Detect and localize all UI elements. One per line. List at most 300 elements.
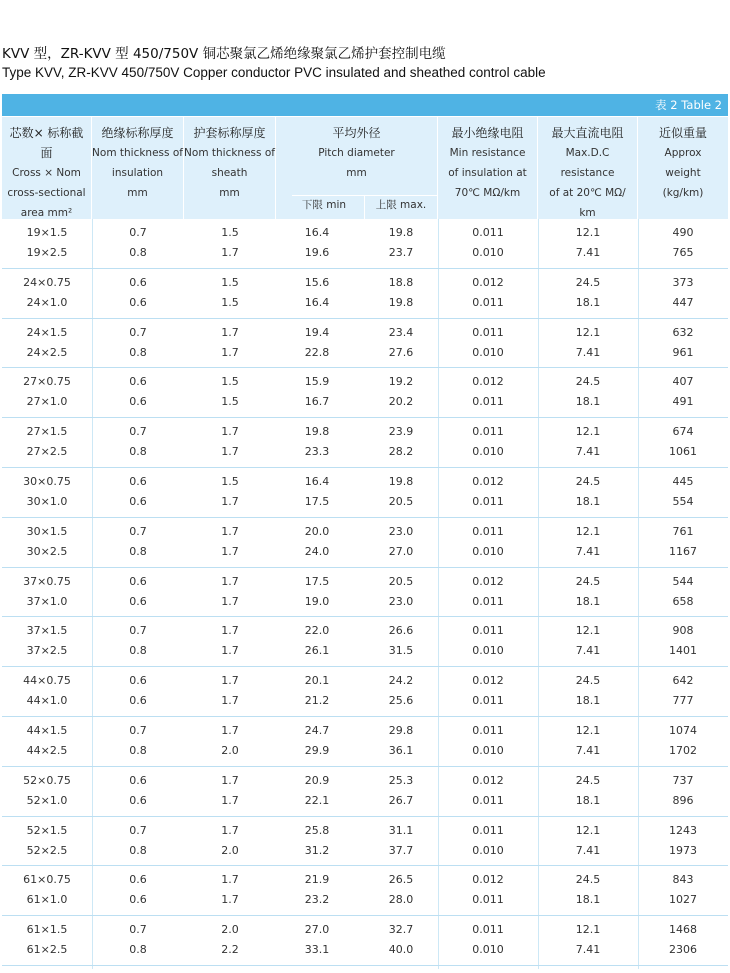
table-cell: 843 xyxy=(672,873,694,887)
table-cell: 0.010 xyxy=(472,345,504,359)
table-cell: 2306 xyxy=(669,943,697,957)
table-row xyxy=(2,842,728,862)
table-cell: 24×1.5 xyxy=(26,325,68,339)
table-cell: 0.011 xyxy=(472,594,504,608)
table-cell: 61×2.5 xyxy=(26,943,68,957)
row-group xyxy=(2,817,728,867)
table-cell: 27.6 xyxy=(388,345,414,359)
table-cell: 18.1 xyxy=(575,594,601,608)
table-cell: 490 xyxy=(672,226,694,239)
table-cell: 12.1 xyxy=(575,325,601,339)
table-cell: 24×2.5 xyxy=(26,345,68,359)
table-row xyxy=(2,722,728,742)
table-cell: 20.5 xyxy=(388,574,414,588)
table-cell: 1167 xyxy=(669,544,697,558)
table-cell: 16.4 xyxy=(304,295,330,309)
table-cell: 0.010 xyxy=(472,445,504,459)
row-group xyxy=(2,667,728,717)
header-en: mm xyxy=(219,187,240,199)
row-group xyxy=(2,319,728,369)
table-cell: 22.8 xyxy=(304,345,330,359)
row-group xyxy=(2,568,728,618)
table-cell: 16.4 xyxy=(304,226,330,239)
table-cell: 1.7 xyxy=(221,773,239,787)
table-row xyxy=(2,324,728,344)
header-en: of at 20℃ MΩ/ xyxy=(549,187,626,199)
table-cell: 19.8 xyxy=(388,474,414,488)
table-cell: 0.011 xyxy=(472,793,504,807)
table-cell: 24.5 xyxy=(575,375,601,389)
table-cell: 1.7 xyxy=(221,694,239,708)
header-cores-section xyxy=(2,117,92,219)
table-cell: 12.1 xyxy=(575,823,601,837)
header-en: area mm² xyxy=(20,207,73,219)
table-cell: 18.1 xyxy=(575,694,601,708)
table-cell: 1061 xyxy=(669,445,697,459)
table-cell: 52×1.0 xyxy=(26,793,68,807)
table-cell: 24.2 xyxy=(388,674,414,688)
table-cell: 27×2.5 xyxy=(26,445,68,459)
table-cell: 961 xyxy=(672,345,694,359)
table-cell: 21.2 xyxy=(304,694,330,708)
table-cell: 19.8 xyxy=(388,226,414,239)
table-cell: 20.9 xyxy=(304,773,330,787)
table-cell: 33.1 xyxy=(304,943,330,957)
table-cell: 1.7 xyxy=(221,674,239,688)
table-cell: 1.7 xyxy=(221,723,239,737)
table-cell: 0.6 xyxy=(129,893,147,907)
table-cell: 24.5 xyxy=(575,674,601,688)
table-cell: 0.010 xyxy=(472,644,504,658)
header-en: mm xyxy=(127,187,148,199)
table-cell: 1.7 xyxy=(221,574,239,588)
table-caption-bar xyxy=(2,94,728,116)
table-cell: 20.0 xyxy=(304,524,330,538)
table-cell: 37×0.75 xyxy=(23,574,71,588)
table-cell: 23.7 xyxy=(388,246,414,259)
header-max: 上限 max. xyxy=(375,199,427,211)
table-cell: 0.7 xyxy=(129,624,147,638)
table-cell: 0.012 xyxy=(472,275,504,289)
table-cell: 642 xyxy=(672,674,694,688)
table-cell: 1468 xyxy=(669,923,697,937)
table-cell: 29.9 xyxy=(304,743,330,757)
table-row xyxy=(2,393,728,413)
table-cell: 0.011 xyxy=(472,694,504,708)
table-cell: 0.011 xyxy=(472,325,504,339)
header-en: weight xyxy=(665,167,701,179)
table-cell: 21.9 xyxy=(304,873,330,887)
table-row xyxy=(2,344,728,364)
table-cell: 1.5 xyxy=(221,375,239,389)
table-cell: 2.0 xyxy=(221,743,239,757)
table-cell: 17.5 xyxy=(304,494,330,508)
table-cell: 32.7 xyxy=(388,923,414,937)
row-group xyxy=(2,866,728,916)
table-cell: 19.0 xyxy=(304,594,330,608)
table-row xyxy=(2,244,728,264)
table-cell: 23.9 xyxy=(388,425,414,439)
table-cell: 0.6 xyxy=(129,873,147,887)
table-cell: 0.6 xyxy=(129,275,147,289)
table-row xyxy=(2,373,728,393)
table-row xyxy=(2,593,728,613)
table-cell: 12.1 xyxy=(575,425,601,439)
table-cell: 407 xyxy=(672,375,694,389)
table-cell: 0.6 xyxy=(129,773,147,787)
table-cell: 0.010 xyxy=(472,544,504,558)
table-cell: 2.0 xyxy=(221,923,239,937)
table-cell: 52×2.5 xyxy=(26,843,68,857)
header-cn: 最大直流电阻 xyxy=(551,126,624,140)
table-row xyxy=(2,473,728,493)
table-cell: 0.8 xyxy=(129,644,147,658)
table-cell: 37×1.0 xyxy=(26,594,68,608)
table-cell: 0.8 xyxy=(129,544,147,558)
table-cell: 0.8 xyxy=(129,743,147,757)
table-cell: 12.1 xyxy=(575,723,601,737)
row-group xyxy=(2,368,728,418)
table-cell: 37.7 xyxy=(388,843,414,857)
table-row xyxy=(2,543,728,563)
table-cell: 1.7 xyxy=(221,325,239,339)
header-en: mm xyxy=(346,167,367,179)
table-cell: 0.011 xyxy=(472,893,504,907)
table-cell: 1.7 xyxy=(221,594,239,608)
header-en: of insulation at xyxy=(448,167,527,179)
header-en: Cross × Nom xyxy=(12,167,81,179)
table-cell: 0.7 xyxy=(129,923,147,937)
table-cell: 447 xyxy=(672,295,694,309)
table-cell: 18.1 xyxy=(575,295,601,309)
table-row xyxy=(2,224,728,244)
table-cell: 23.0 xyxy=(388,594,414,608)
row-group xyxy=(2,518,728,568)
header-en: sheath xyxy=(211,167,248,179)
table-cell: 1.5 xyxy=(221,226,239,239)
table-cell: 22.0 xyxy=(304,624,330,638)
table-cell: 1.7 xyxy=(221,624,239,638)
table-cell: 0.6 xyxy=(129,594,147,608)
table-cell: 22.1 xyxy=(304,793,330,807)
table-row xyxy=(2,573,728,593)
table-cell: 0.010 xyxy=(472,743,504,757)
header-weight xyxy=(638,117,728,219)
table-cell: 44×1.5 xyxy=(26,723,68,737)
table-cell: 0.7 xyxy=(129,723,147,737)
table-cell: 7.41 xyxy=(575,843,601,857)
table-cell: 26.5 xyxy=(388,873,414,887)
table-cell: 0.6 xyxy=(129,295,147,309)
table-row xyxy=(2,891,728,911)
table-cell: 1.7 xyxy=(221,893,239,907)
table-cell: 2.0 xyxy=(221,843,239,857)
table-cell: 0.6 xyxy=(129,694,147,708)
table-cell: 1.5 xyxy=(221,474,239,488)
table-cell: 0.6 xyxy=(129,574,147,588)
table-cell: 31.1 xyxy=(388,823,414,837)
header-en: Nom thickness of xyxy=(184,147,275,159)
table-row xyxy=(2,871,728,891)
header-en: Approx xyxy=(664,147,702,159)
table-cell: 0.011 xyxy=(472,425,504,439)
table-row xyxy=(2,493,728,513)
table-cell: 1973 xyxy=(669,843,697,857)
header-en: Pitch diameter xyxy=(318,147,395,159)
title-chinese: KVV 型，ZR-KVV 型 450/750V 铜芯聚氯乙烯绝缘聚氯乙烯护套控制电缆 xyxy=(2,46,446,62)
table-cell: 37×1.5 xyxy=(26,624,68,638)
table-cell: 0.6 xyxy=(129,494,147,508)
table-cell: 0.011 xyxy=(472,395,504,409)
table-cell: 0.6 xyxy=(129,793,147,807)
table-cell: 0.011 xyxy=(472,494,504,508)
table-cell: 44×1.0 xyxy=(26,694,68,708)
table-cell: 24.5 xyxy=(575,574,601,588)
table-cell: 0.011 xyxy=(472,624,504,638)
header-cn: 绝缘标称厚度 xyxy=(101,126,174,140)
table-cell: 765 xyxy=(672,246,694,259)
table-cell: 445 xyxy=(672,474,694,488)
table-cell: 0.012 xyxy=(472,873,504,887)
table-cell: 544 xyxy=(672,574,694,588)
table-cell: 1.7 xyxy=(221,425,239,439)
table-cell: 19×1.5 xyxy=(26,226,68,239)
table-cell: 0.011 xyxy=(472,226,504,239)
table-cell: 0.6 xyxy=(129,674,147,688)
table-cell: 30×0.75 xyxy=(23,474,71,488)
table-cell: 7.41 xyxy=(575,644,601,658)
table-cell: 491 xyxy=(672,395,694,409)
header-sheath xyxy=(184,117,276,219)
table-cell: 18.1 xyxy=(575,793,601,807)
table-cell: 0.012 xyxy=(472,474,504,488)
header-cn: 平均外径 xyxy=(332,126,381,140)
table-cell: 27×1.5 xyxy=(26,425,68,439)
table-cell: 0.011 xyxy=(472,723,504,737)
table-cell: 0.7 xyxy=(129,524,147,538)
table-cell: 1.7 xyxy=(221,524,239,538)
table-row xyxy=(2,642,728,662)
table-cell: 27.0 xyxy=(388,544,414,558)
table-row xyxy=(2,692,728,712)
table-cell: 52×1.5 xyxy=(26,823,68,837)
table-cell: 30×1.5 xyxy=(26,524,68,538)
table-cell: 777 xyxy=(672,694,694,708)
table-row xyxy=(2,443,728,463)
table-header xyxy=(2,117,728,219)
table-cell: 658 xyxy=(672,594,694,608)
table-cell: 61×0.75 xyxy=(23,873,71,887)
table-cell: 25.8 xyxy=(304,823,330,837)
table-row xyxy=(2,294,728,314)
header-cn: 最小绝缘电阻 xyxy=(451,126,524,140)
table-row xyxy=(2,921,728,941)
table-cell: 1702 xyxy=(669,743,697,757)
table-cell: 12.1 xyxy=(575,624,601,638)
table-cell: 7.41 xyxy=(575,445,601,459)
table-cell: 632 xyxy=(672,325,694,339)
header-en: Min resistance xyxy=(449,147,526,159)
row-group xyxy=(2,418,728,468)
header-en: (kg/km) xyxy=(662,187,704,199)
table-cell: 0.011 xyxy=(472,923,504,937)
table-row xyxy=(2,622,728,642)
table-cell: 30×2.5 xyxy=(26,544,68,558)
table-cell: 36.1 xyxy=(388,743,414,757)
table-cell: 7.41 xyxy=(575,943,601,957)
table-cell: 0.012 xyxy=(472,574,504,588)
table-cell: 0.6 xyxy=(129,395,147,409)
row-group xyxy=(2,468,728,518)
table-cell: 24.5 xyxy=(575,474,601,488)
table-cell: 23.0 xyxy=(388,524,414,538)
header-en: cross-sectional xyxy=(7,187,86,199)
table-cell: 18.1 xyxy=(575,395,601,409)
table-cell: 737 xyxy=(672,773,694,787)
table-row xyxy=(2,772,728,792)
table-cell: 61×1.0 xyxy=(26,893,68,907)
table-cell: 16.7 xyxy=(304,395,330,409)
table-cell: 7.41 xyxy=(575,544,601,558)
table-cell: 0.8 xyxy=(129,943,147,957)
table-cell: 0.8 xyxy=(129,246,147,259)
subheader-divider xyxy=(292,195,438,196)
table-cell: 20.1 xyxy=(304,674,330,688)
table-cell: 373 xyxy=(672,275,694,289)
table-cell: 1.7 xyxy=(221,246,239,259)
table-cell: 29.8 xyxy=(388,723,414,737)
table-row xyxy=(2,742,728,762)
table-cell: 24×0.75 xyxy=(23,275,71,289)
row-group xyxy=(2,269,728,319)
table-cell: 24.0 xyxy=(304,544,330,558)
table-cell: 12.1 xyxy=(575,923,601,937)
header-cn: 芯数× 标称截面 xyxy=(9,126,84,160)
table-cell: 1.5 xyxy=(221,275,239,289)
table-cell: 15.9 xyxy=(304,375,330,389)
table-row xyxy=(2,274,728,294)
table-body xyxy=(2,219,728,966)
table-cell: 0.012 xyxy=(472,375,504,389)
table-cell: 31.2 xyxy=(304,843,330,857)
title-english: Type KVV, ZR-KVV 450/750V Copper conductor PVC insulated and sheathed control cable xyxy=(2,65,546,80)
table-cell: 30×1.0 xyxy=(26,494,68,508)
table-cell: 0.8 xyxy=(129,843,147,857)
table-cell: 25.3 xyxy=(388,773,414,787)
table-cell: 16.4 xyxy=(304,474,330,488)
table-cell: 1074 xyxy=(669,723,697,737)
table-cell: 0.7 xyxy=(129,226,147,239)
table-row xyxy=(2,822,728,842)
table-cell: 1.7 xyxy=(221,544,239,558)
table-cell: 28.0 xyxy=(388,893,414,907)
row-group xyxy=(2,916,728,966)
table-cell: 26.7 xyxy=(388,793,414,807)
table-cell: 44×2.5 xyxy=(26,743,68,757)
table-cell: 0.8 xyxy=(129,345,147,359)
table-cell: 0.012 xyxy=(472,674,504,688)
table-row xyxy=(2,792,728,812)
table-cell: 0.010 xyxy=(472,943,504,957)
table-cell: 12.1 xyxy=(575,226,601,239)
table-cell: 27×1.0 xyxy=(26,395,68,409)
table-cell: 24×1.0 xyxy=(26,295,68,309)
table-cell: 7.41 xyxy=(575,345,601,359)
table-cell: 7.41 xyxy=(575,246,601,259)
table-cell: 0.8 xyxy=(129,445,147,459)
table-cell: 37×2.5 xyxy=(26,644,68,658)
table-cell: 1.7 xyxy=(221,345,239,359)
table-cell: 23.3 xyxy=(304,445,330,459)
table-row xyxy=(2,523,728,543)
table-cell: 7.41 xyxy=(575,743,601,757)
table-cell: 0.012 xyxy=(472,773,504,787)
table-cell: 17.5 xyxy=(304,574,330,588)
table-cell: 1.7 xyxy=(221,494,239,508)
header-en: Nom thickness of xyxy=(92,147,183,159)
table-cell: 18.8 xyxy=(388,275,414,289)
table-cell: 12.1 xyxy=(575,524,601,538)
table-cell: 19.8 xyxy=(304,425,330,439)
table-cell: 1401 xyxy=(669,644,697,658)
table-row xyxy=(2,941,728,961)
header-en: Max.D.C resistance xyxy=(560,147,615,179)
table-cell: 23.4 xyxy=(388,325,414,339)
row-group xyxy=(2,219,728,269)
table-cell: 1.7 xyxy=(221,873,239,887)
table-cell: 761 xyxy=(672,524,694,538)
table-cell: 24.5 xyxy=(575,275,601,289)
table-cell: 23.2 xyxy=(304,893,330,907)
table-cell: 27.0 xyxy=(304,923,330,937)
table-cell: 1.7 xyxy=(221,793,239,807)
table-cell: 2.2 xyxy=(221,943,239,957)
header-cn: 近似重量 xyxy=(658,126,707,140)
table-cell: 0.010 xyxy=(472,246,504,259)
table-cell: 26.6 xyxy=(388,624,414,638)
table-cell: 28.2 xyxy=(388,445,414,459)
header-cn: 护套标称厚度 xyxy=(193,126,266,140)
table-cell: 0.011 xyxy=(472,524,504,538)
table-cell: 896 xyxy=(672,793,694,807)
table-cell: 18.1 xyxy=(575,494,601,508)
table-cell: 19.2 xyxy=(388,375,414,389)
table-cell: 27×0.75 xyxy=(23,375,71,389)
table-cell: 24.5 xyxy=(575,773,601,787)
table-cell: 44×0.75 xyxy=(23,674,71,688)
header-min: 下限 min xyxy=(301,199,347,211)
table-cell: 674 xyxy=(672,425,694,439)
table-cell: 1.5 xyxy=(221,295,239,309)
table-cell: 15.6 xyxy=(304,275,330,289)
table-cell: 19×2.5 xyxy=(26,246,68,259)
table-cell: 24.5 xyxy=(575,873,601,887)
table-cell: 0.010 xyxy=(472,843,504,857)
table-cell: 19.8 xyxy=(388,295,414,309)
table-row xyxy=(2,672,728,692)
table-cell: 1.7 xyxy=(221,823,239,837)
header-en: km xyxy=(579,207,596,219)
header-en: insulation xyxy=(111,167,164,179)
table-cell: 19.4 xyxy=(304,325,330,339)
table-cell: 554 xyxy=(672,494,694,508)
table-cell: 31.5 xyxy=(388,644,414,658)
table-label: 表 2 Table 2 xyxy=(655,98,722,112)
header-max-dc-resistance xyxy=(538,117,638,219)
table-cell: 1.5 xyxy=(221,395,239,409)
table-row xyxy=(2,423,728,443)
header-en: 70℃ MΩ/km xyxy=(454,187,521,199)
